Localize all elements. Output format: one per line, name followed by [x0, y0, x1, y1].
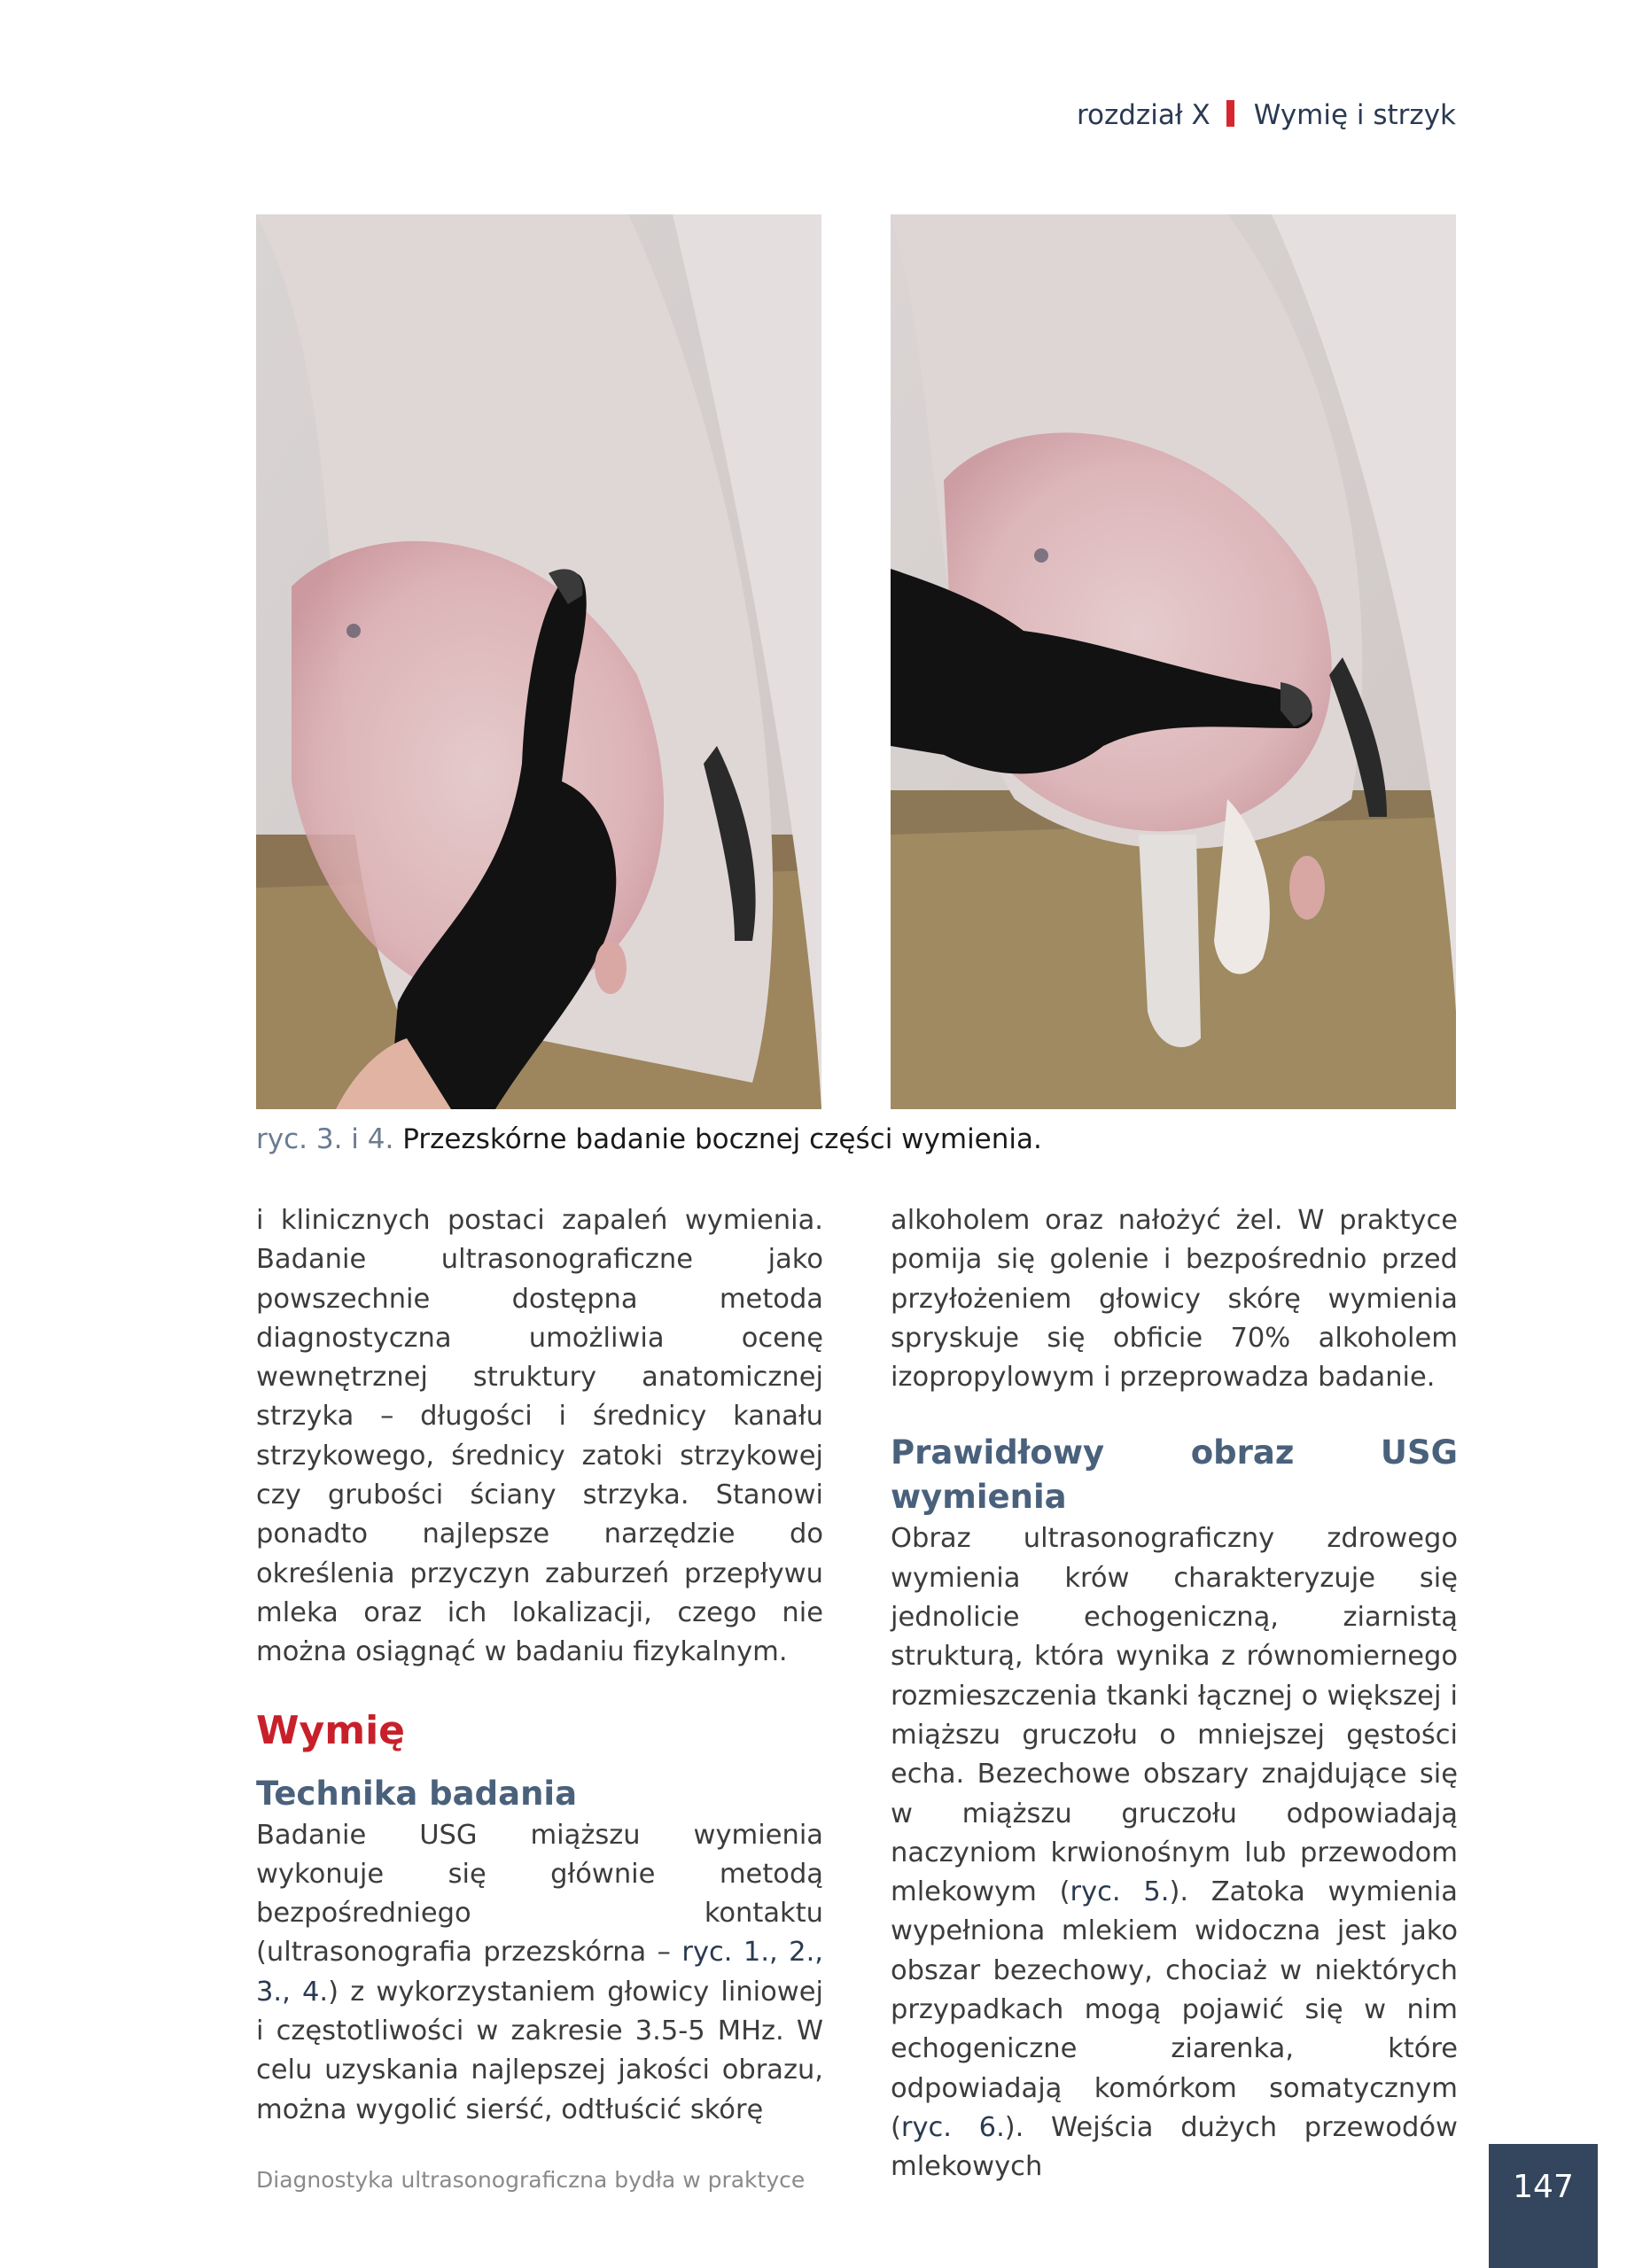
section-heading-wymie: Wymię: [256, 1707, 405, 1753]
text-span: ). Zatoka wymienia wypełniona mlekiem widoczna jest jako obszar bezechowy, chociaż w niektórych przypadkach mogą pojawić się w nim echogeniczne ziarenka, które odpowiadają komórkom somatycznym (: [891, 1876, 1458, 2143]
figure-caption: [256, 1123, 1042, 1155]
running-header: [1077, 99, 1456, 131]
page-number: 147: [1513, 2169, 1574, 2205]
footer-book-title: Diagnostyka ultrasonograficzna bydła w praktyce: [256, 2167, 806, 2193]
text-span: ) z wykorzystaniem głowicy liniowej i częstotliwości w zakresie 3.5-5 MHz. W celu uzyskania najlepszej jakości obrazu, można wygolić sierść, odtłuścić skórę: [256, 1976, 823, 2125]
figure-label: ryc. 3. i 4.: [256, 1123, 394, 1155]
page-number-box: [1489, 2144, 1598, 2268]
figure-reference: ryc. 1., 2., 3., 4.: [256, 1937, 823, 2008]
figure-photo-4: [891, 214, 1456, 1109]
chapter-label: rozdział X: [1076, 99, 1211, 131]
text-span: Obraz ultrasonograficzny zdrowego wymienia krów charakteryzuje się jednolicie echogeniczną, ziarnistą strukturą, która wynika z równomiernego rozmieszczenia tkanki łącznej o większej i miąższu gruczołu o mniejszej gęstości echa. Bezechowe obszary znajdujące się w miąższu gruczołu odpowiadają naczyniom krwionośnym lub przewodom mlekowym (: [891, 1523, 1458, 1908]
chapter-topic: Wymię i strzyk: [1253, 99, 1456, 131]
paragraph: i klinicznych postaci zapaleń wymienia. Badanie ultrasonograficzne jako powszechnie dostępna metoda diagnostyczna umożliwia ocenę wewnętrznej struktury anatomicznej strzyka – długości i średnicy kanału strzykowego, średnicy zatoki strzykowej czy grubości ściany strzyka. Stanowi ponadto najlepsze narzędzie do określenia przyczyn zaburzeń przepływu mleka oraz ich lokalizacji, czego nie można osiągnąć w badaniu fizykalnym.: [256, 1205, 823, 1668]
figure-photo-3: [256, 214, 821, 1109]
paragraph: [256, 1816, 823, 2130]
figure-reference: ryc. 5.: [1070, 1876, 1170, 1908]
header-separator: [1226, 100, 1234, 127]
paragraph: alkoholem oraz nałożyć żel. W praktyce pomija się golenie i bezpośrednio przed przyłożeniem głowicy skórę wymienia spryskuje się obficie 70% alkoholem izopropylowym i przeprowadza badanie.: [891, 1205, 1458, 1394]
subsection-heading-prawidlowy: Prawidłowy obraz USG wymienia: [891, 1433, 1458, 1517]
text-span: Badanie USG miąższu wymienia wykonuje się głównie metodą bezpośredniego kontaktu (ultrasonografia przezskórna –: [256, 1819, 823, 1969]
figure-reference: ryc. 6.: [900, 2111, 1005, 2143]
right-column: [891, 1201, 1458, 2187]
text-span: ). Wejścia dużych przewodów mlekowych: [891, 2111, 1458, 2183]
left-column: [256, 1201, 823, 2130]
subsection-heading-technika: Technika badania: [256, 1774, 578, 1813]
spacer: [891, 1397, 1458, 1431]
figure-caption-text: Przezskórne badanie bocznej części wymienia.: [402, 1123, 1042, 1155]
paragraph: [891, 1519, 1458, 2186]
